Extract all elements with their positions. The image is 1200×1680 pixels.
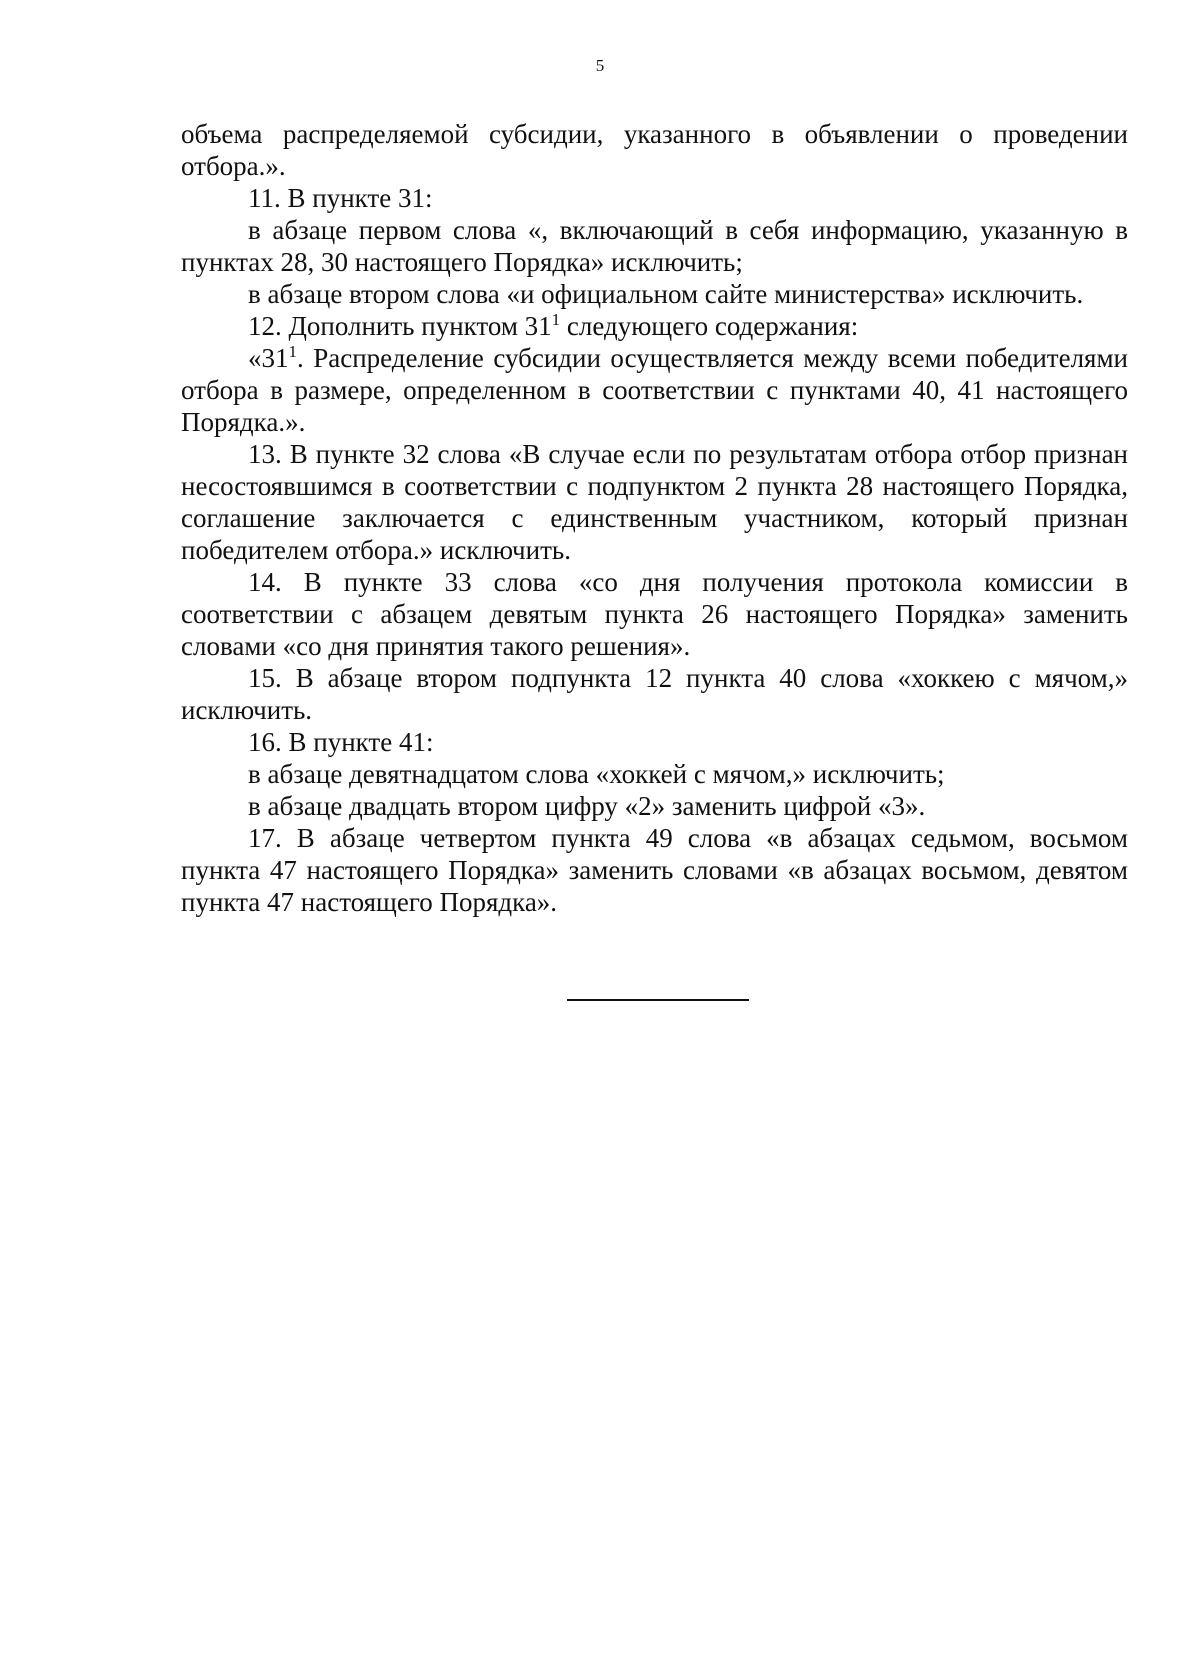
paragraph-item-17: 17. В абзаце четвертом пункта 49 слова «в абзацах седьмом, восьмом пункта 47 настоящего Порядка» заменить словами «в абзацах восьмом, девятом пункта 47 настоящего Порядка». (181, 823, 1128, 917)
paragraph-item-16-first-abzac: в абзаце девятнадцатом слова «хоккей с мячом,» исключить; (248, 759, 945, 789)
paragraph-item-14: 14. В пункте 33 слова «со дня получения протокола комиссии в соответствии с абзацем девятым пункта 26 настоящего Порядка» заменить словами «со дня принятия такого решения». (181, 567, 1128, 661)
paragraph-item-11: 11. В пункте 31: (248, 183, 433, 213)
paragraph-item-31-1 (181, 342, 1128, 438)
paragraph-item-11-first-abzac: в абзаце первом слова «, включающий в себя информацию, указанную в пунктах 28, 30 настоящего Порядка» исключить; (181, 215, 1128, 277)
paragraph-item-16-second-abzac: в абзаце двадцать втором цифру «2» заменить цифрой «3». (248, 791, 926, 821)
paragraph-item-12-text-start: 12. Дополнить пунктом 31 (248, 311, 552, 341)
superscript-one: 1 (551, 310, 561, 329)
end-of-document-rule (567, 999, 749, 1001)
paragraph-item-12-text-end: следующего содержания: (560, 311, 859, 341)
paragraph-item-31-1-text: . Распределение субсидии осуществляется между всеми победителями отбора в размере, определенном в соответствии с пунктами 40, 41 настоящего Порядка.». (181, 343, 1128, 437)
page-number: 5 (595, 56, 605, 75)
paragraph-continuation: объема распределяемой субсидии, указанного в объявлении о проведении отбора.». (181, 119, 1128, 181)
paragraph-item-12 (181, 310, 1128, 342)
paragraph-item-15: 15. В абзаце втором подпункта 12 пункта 40 слова «хоккею с мячом,» исключить. (181, 663, 1128, 725)
paragraph-item-13: 13. В пункте 32 слова «В случае если по результатам отбора отбор признан несостоявшимся в соответствии с подпунктом 2 пункта 28 настоящего Порядка, соглашение заключается с единственным участником, который признан победителем отбора.» исключить. (181, 439, 1128, 565)
superscript-one: 1 (288, 342, 297, 361)
paragraph-item-31-1-number: «31 (248, 343, 289, 373)
paragraph-item-16: 16. В пункте 41: (248, 727, 434, 757)
document-body (181, 118, 1128, 918)
paragraph-item-11-second-abzac: в абзаце втором слова «и официальном сайте министерства» исключить. (248, 279, 1084, 309)
